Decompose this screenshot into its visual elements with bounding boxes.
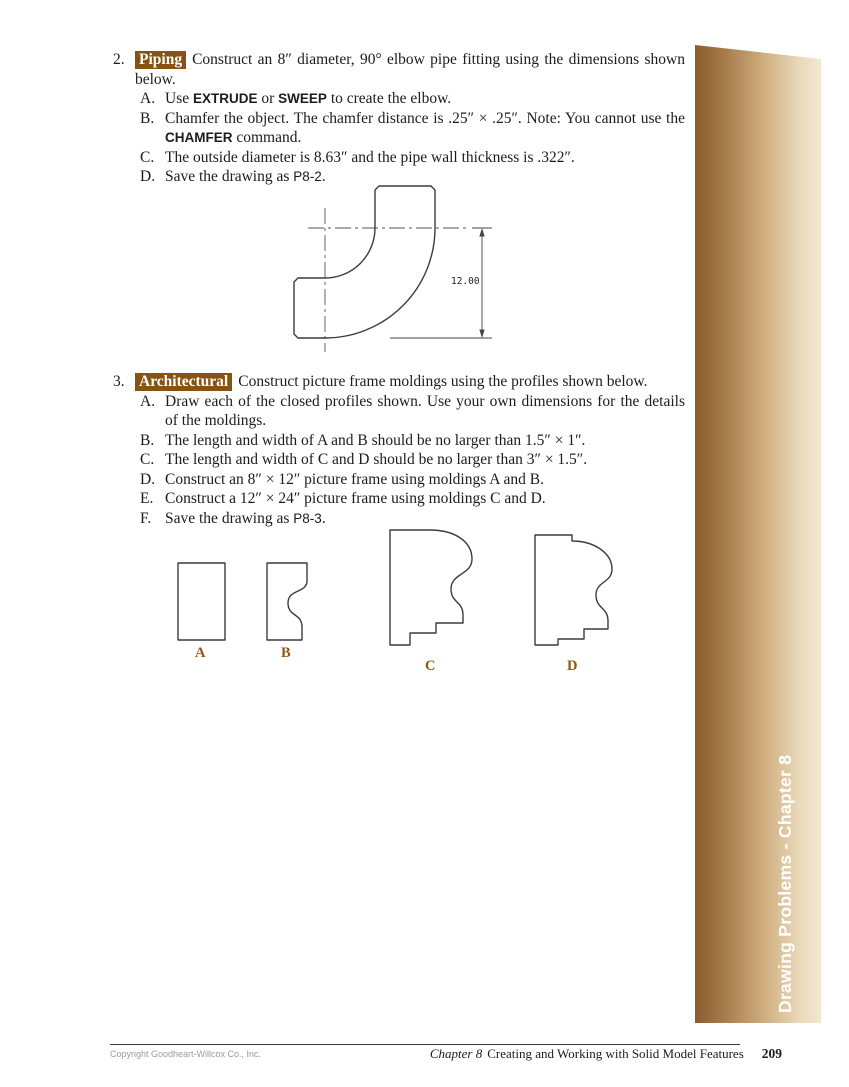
list-item xyxy=(140,470,685,490)
footer-copyright: Copyright Goodheart-Willcox Co., Inc. xyxy=(110,1049,262,1059)
molding-profiles-svg xyxy=(160,525,640,650)
item-text xyxy=(165,89,685,109)
text-segment: . xyxy=(321,509,326,527)
problem-2-intro xyxy=(113,50,685,89)
dimension-arrow-down xyxy=(479,330,484,339)
molding-profile-c xyxy=(390,530,472,645)
item-text xyxy=(165,489,685,509)
text-segment: The length and width of A and B should be no larger than 1.5″ × 1″. xyxy=(165,431,586,449)
molding-label-a: A xyxy=(195,645,206,661)
elbow-drawing-svg xyxy=(270,170,505,360)
footer-divider xyxy=(110,1044,740,1045)
molding-label-c: C xyxy=(425,658,436,674)
list-item xyxy=(140,392,685,431)
molding-profile-a xyxy=(178,563,225,640)
text-segment: P8-3 xyxy=(293,510,322,526)
problem-3 xyxy=(113,372,685,528)
item-text xyxy=(165,392,685,431)
list-item xyxy=(140,431,685,451)
figure-elbow-drawing xyxy=(270,170,505,360)
item-letter: B. xyxy=(140,431,155,449)
item-letter: C. xyxy=(140,148,155,166)
text-segment: EXTRUDE xyxy=(192,91,258,106)
item-letter: D. xyxy=(140,168,156,185)
item-letter: F. xyxy=(140,509,152,527)
item-letter: E. xyxy=(140,490,154,507)
text-segment: command. xyxy=(232,129,302,146)
footer-chapter-label: Chapter 8 xyxy=(429,1046,483,1061)
text-segment: P8-2 xyxy=(293,169,322,184)
molding-profile-b xyxy=(267,563,307,640)
text-segment: SWEEP xyxy=(278,91,327,106)
list-item xyxy=(140,489,685,509)
problem-number: 2. xyxy=(113,51,125,68)
problem-tag-piping: Piping xyxy=(135,51,186,69)
text-segment: to create the elbow. xyxy=(326,90,452,107)
problem-3-intro xyxy=(113,372,685,392)
text-segment: Save the drawing as xyxy=(165,509,294,527)
problem-intro-text: Construct picture frame moldings using the profiles shown below. xyxy=(238,373,648,390)
item-letter: A. xyxy=(140,90,156,107)
dimension-arrow-up xyxy=(479,228,484,237)
item-text xyxy=(165,109,685,148)
chapter-sidebar-tab xyxy=(695,45,821,1023)
text-segment: The length and width of C and D should be no larger than 3″ × 1.5″. xyxy=(165,451,588,468)
text-segment: CHAMFER xyxy=(165,130,233,145)
item-letter: A. xyxy=(140,392,156,410)
molding-label-d: D xyxy=(567,658,578,674)
text-segment: or xyxy=(257,90,279,107)
problem-intro-text: Construct an 8″ diameter, 90° elbow pipe fitting using the dimensions shown below. xyxy=(135,51,685,88)
molding-profile-d xyxy=(535,535,612,645)
item-text xyxy=(165,450,685,470)
text-segment: Use xyxy=(165,90,193,107)
item-letter: C. xyxy=(140,451,155,468)
item-letter: D. xyxy=(140,470,156,488)
list-item xyxy=(140,109,685,148)
dimension-text: 12.00 xyxy=(451,276,480,287)
text-segment: Construct an 8″ × 12″ picture frame using moldings A and B. xyxy=(165,470,544,488)
item-letter: B. xyxy=(140,109,155,127)
elbow-outline xyxy=(294,186,435,338)
text-segment: Chamfer the object. The chamfer distance is .25″ × .25″. Note: You cannot use the xyxy=(165,109,685,127)
sidebar-chapter-label: Drawing Problems - Chapter 8 xyxy=(775,754,795,1013)
problem-tag-architectural: Architectural xyxy=(135,373,232,391)
problem-2 xyxy=(113,50,685,187)
footer-page-number: 209 xyxy=(761,1046,782,1061)
list-item xyxy=(140,450,685,470)
text-segment: . xyxy=(321,168,326,185)
text-segment: Construct a 12″ × 24″ picture frame using moldings C and D. xyxy=(165,490,546,507)
figure-molding-profiles xyxy=(160,525,640,680)
text-segment: The outside diameter is 8.63″ and the pipe wall thickness is .322″. xyxy=(165,148,575,166)
footer-chapter-info xyxy=(340,1046,782,1062)
item-text xyxy=(165,470,685,490)
list-item xyxy=(140,148,685,168)
problem-number: 3. xyxy=(113,373,125,390)
list-item xyxy=(140,89,685,109)
item-text xyxy=(165,431,685,451)
molding-label-b: B xyxy=(281,645,291,661)
text-segment: Draw each of the closed profiles shown. Use your own dimensions for the details of the moldings. xyxy=(165,392,685,429)
item-text xyxy=(165,148,685,168)
footer-chapter-title: Creating and Working with Solid Model Features xyxy=(487,1046,744,1061)
text-segment: Save the drawing as xyxy=(165,168,294,185)
